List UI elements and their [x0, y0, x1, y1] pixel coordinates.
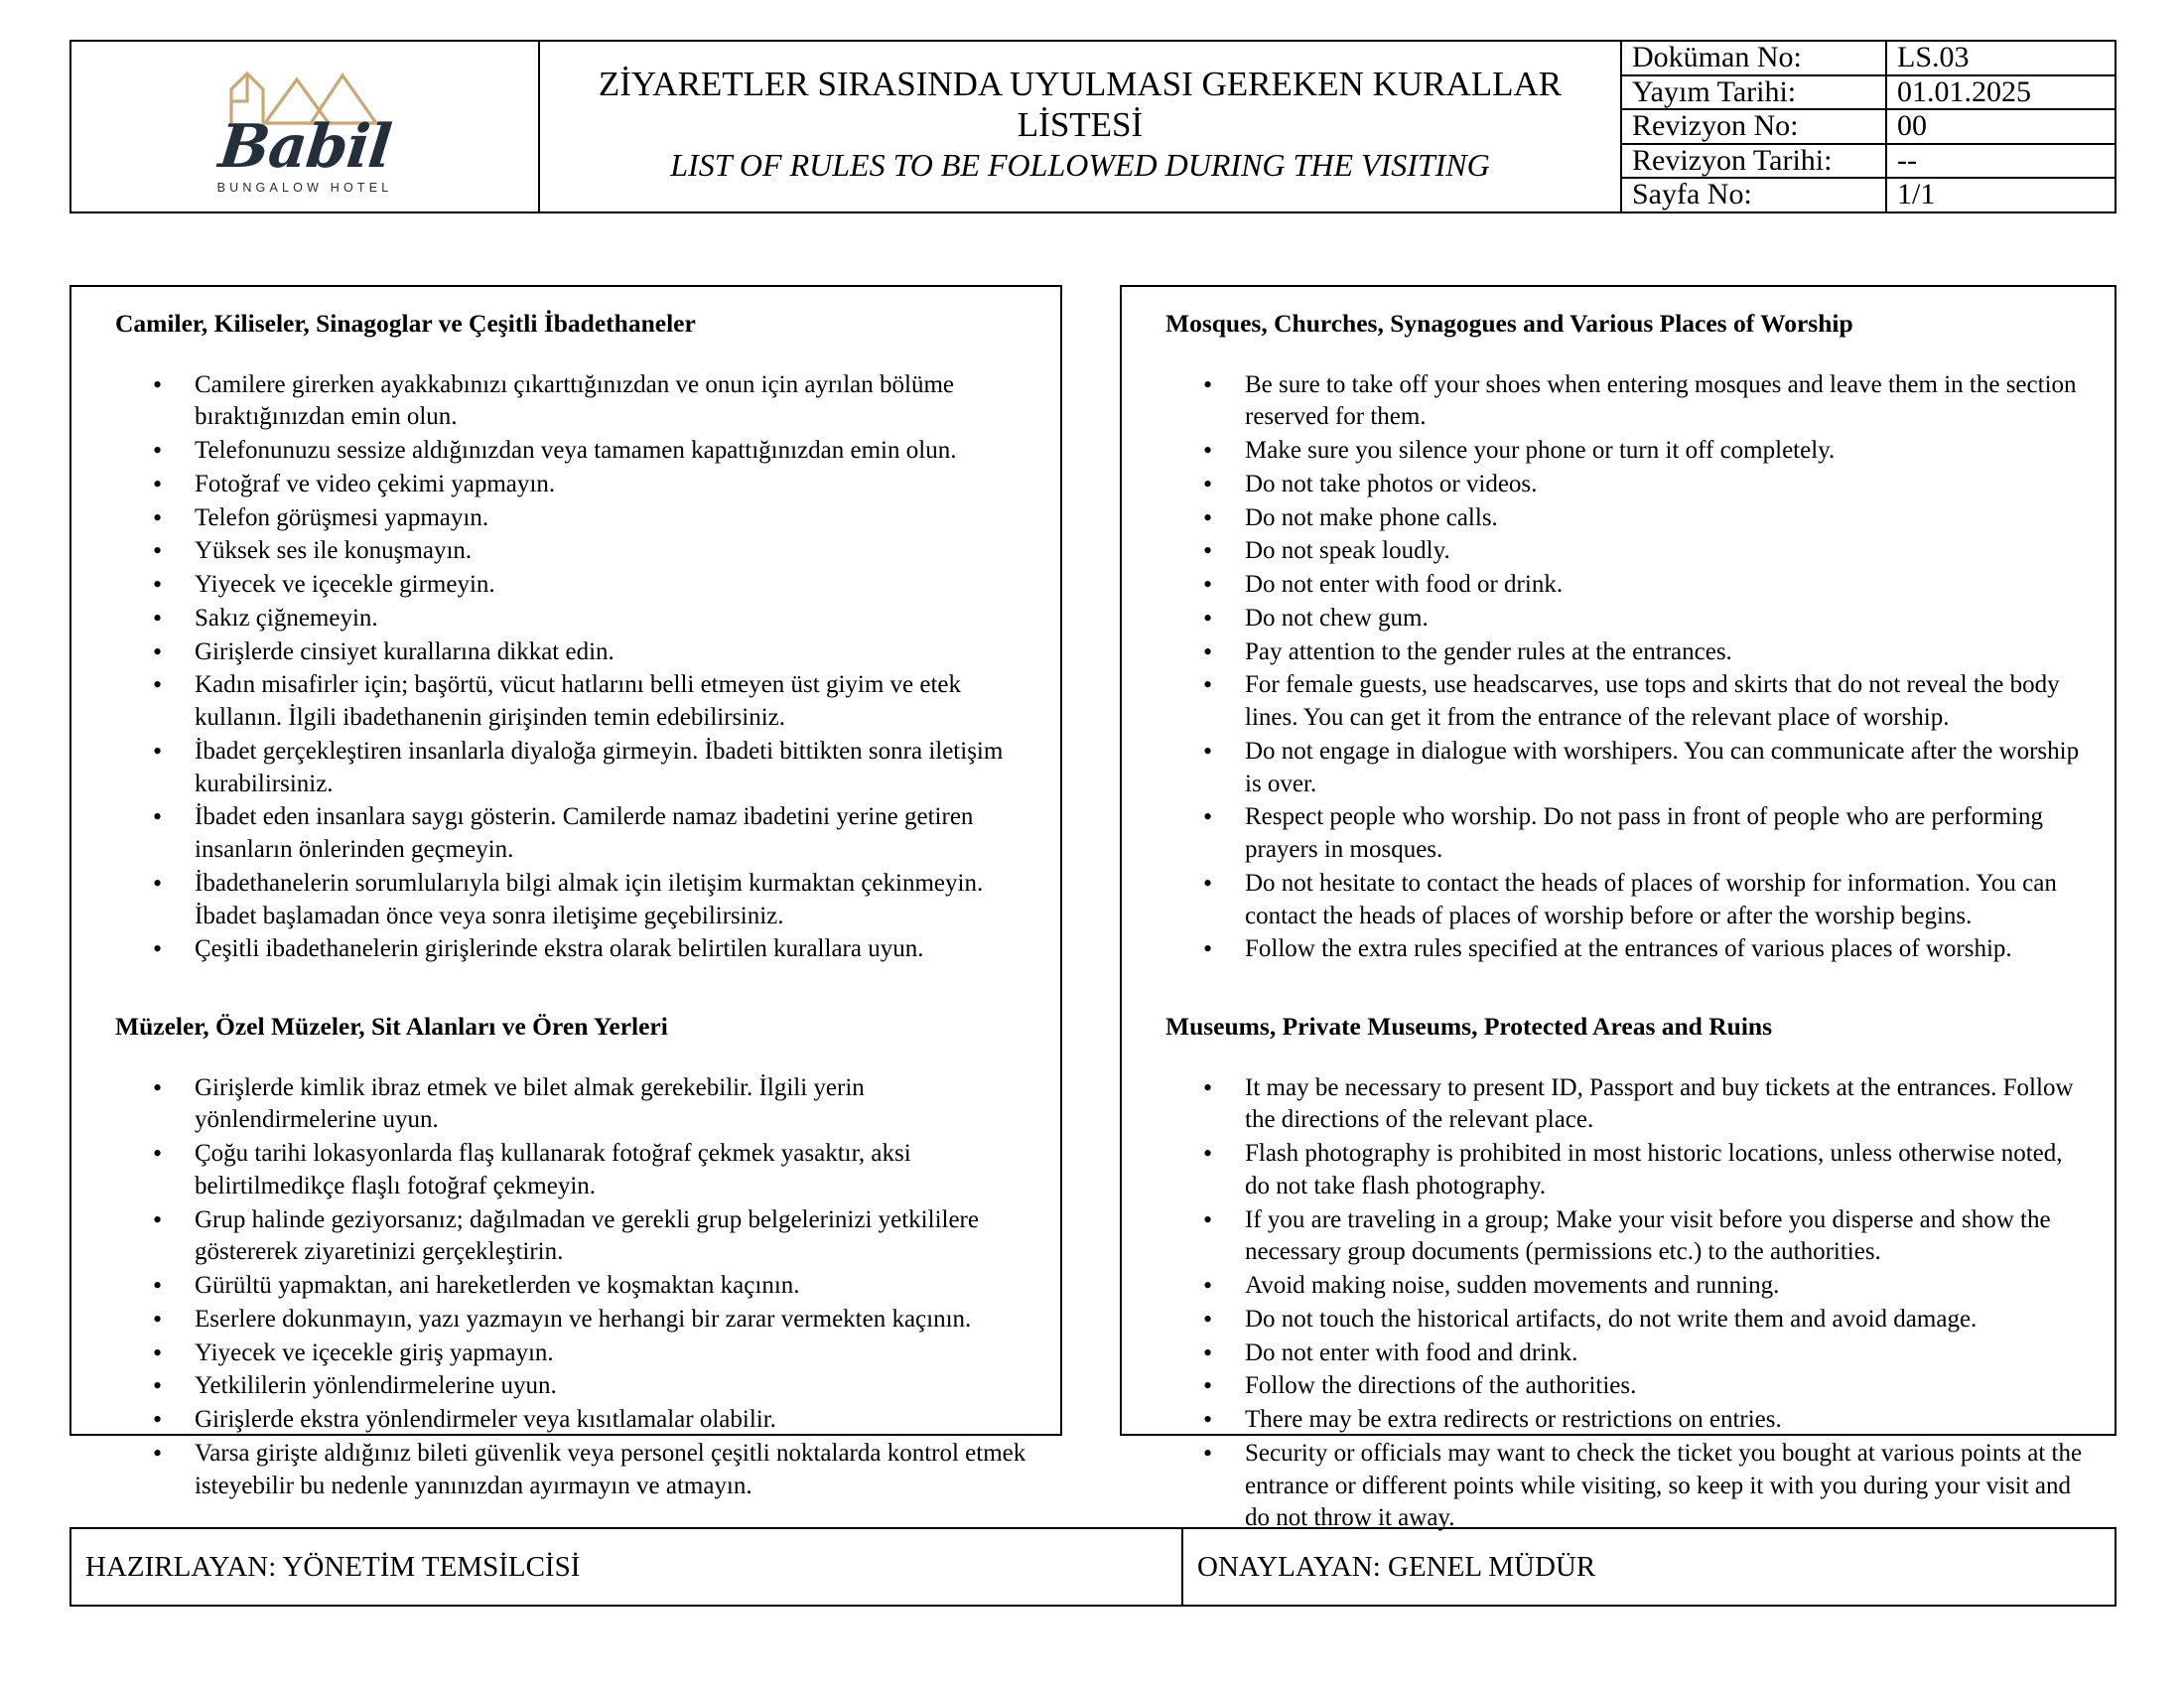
en-section-heading-worship: Mosques, Churches, Synagogues and Various Places of Worship [1165, 309, 1853, 338]
list-item: • Do not enter with food or drink. [1148, 569, 2089, 602]
hotel-logo [71, 60, 538, 195]
list-item: • İbadet gerçekleştiren insanlarla diyaloğa girmeyin. İbadeti bittikten sonra iletişim kurabilirsiniz. [97, 736, 1034, 801]
list-item: • Telefonunuzu sessize aldığınızdan veya tamamen kapattığınızdan emin olun. [97, 435, 1034, 468]
list-item: • Eserlere dokunmayın, yazı yazmayın ve herhangi bir zarar vermekten kaçının. [97, 1304, 1034, 1336]
en-section-heading-museums: Museums, Private Museums, Protected Areas and Ruins [1165, 1012, 1773, 1042]
list-item: • Yiyecek ve içecekle giriş yapmayın. [97, 1337, 1034, 1370]
list-item: • Do not make phone calls. [1148, 502, 2089, 535]
list-item: • Pay attention to the gender rules at the entrances. [1148, 636, 2089, 669]
meta-value-dokuman-no: LS.03 [1886, 41, 2116, 75]
list-item: • Be sure to take off your shoes when entering mosques and leave them in the section reserved for them. [1148, 369, 2089, 435]
list-item: • Camilere girerken ayakkabınızı çıkarttığınızdan ve onun için ayrılan bölüme bıraktığınızdan emin olun. [97, 369, 1034, 435]
document-header-table [69, 40, 2116, 213]
list-item: • Do not touch the historical artifacts, do not write them and avoid damage. [1148, 1304, 2089, 1336]
footer-approved-by: ONAYLAYAN: GENEL MÜDÜR [1182, 1528, 2116, 1606]
meta-value-revizyon-no: 00 [1886, 109, 2116, 144]
tr-section-heading-worship: Camiler, Kiliseler, Sinagoglar ve Çeşitli İbadethaneler [115, 309, 696, 338]
tr-rules-list-museums [97, 1072, 1034, 1503]
document-footer-table [69, 1527, 2116, 1607]
list-item: • Make sure you silence your phone or turn it off completely. [1148, 435, 2089, 468]
meta-value-sayfa-no: 1/1 [1886, 178, 2116, 212]
list-item: • Yetkililerin yönlendirmelerine uyun. [97, 1370, 1034, 1403]
list-item: • Do not chew gum. [1148, 603, 2089, 635]
tr-rules-list-worship [97, 369, 1034, 967]
meta-label-yayim-tarihi: Yayım Tarihi: [1621, 75, 1886, 110]
list-item: • Sakız çiğnemeyin. [97, 603, 1034, 635]
logo-brand-text: Babil [215, 111, 394, 182]
list-item: • Follow the directions of the authorities. [1148, 1370, 2089, 1403]
turkish-rules-panel [69, 285, 1062, 1499]
meta-value-yayim-tarihi: 01.01.2025 [1886, 75, 2116, 110]
footer-prepared-by: HAZIRLAYAN: YÖNETİM TEMSİLCİSİ [70, 1528, 1182, 1606]
list-item: • If you are traveling in a group; Make your visit before you disperse and show the necessary group documents (permissions etc.) to the authorities. [1148, 1204, 2089, 1270]
meta-label-sayfa-no: Sayfa No: [1621, 178, 1886, 212]
english-rules-panel [1120, 285, 2116, 1532]
list-item: • Gürültü yapmaktan, ani hareketlerden ve koşmaktan kaçının. [97, 1270, 1034, 1303]
logo-tagline-text: BUNGALOW HOTEL [216, 180, 393, 195]
list-item: • For female guests, use headscarves, use tops and skirts that do not reveal the body lines. You can get it from the entrance of the relevant place of worship. [1148, 669, 2089, 735]
list-item: • Fotoğraf ve video çekimi yapmayın. [97, 469, 1034, 501]
logo-cell [70, 41, 539, 212]
title-cell [539, 41, 1621, 212]
list-item: • It may be necessary to present ID, Passport and buy tickets at the entrances. Follow the directions of the relevant place. [1148, 1072, 2089, 1138]
list-item: • Grup halinde geziyorsanız; dağılmadan ve gerekli grup belgelerinizi yetkililere göstererek ziyaretinizi gerçekleştirin. [97, 1204, 1034, 1270]
list-item: • Do not speak loudly. [1148, 535, 2089, 568]
list-item: • Çoğu tarihi lokasyonlarda flaş kullanarak fotoğraf çekmek yasaktır, aksi belirtilmedikçe flaşlı fotoğraf çekmeyin. [97, 1138, 1034, 1203]
list-item: • Avoid making noise, sudden movements and running. [1148, 1270, 2089, 1303]
list-item: • Respect people who worship. Do not pass in front of people who are performing prayers in mosques. [1148, 801, 2089, 867]
list-item: • There may be extra redirects or restrictions on entries. [1148, 1404, 2089, 1437]
list-item: • Do not engage in dialogue with worshipers. You can communicate after the worship is over. [1148, 736, 2089, 801]
document-title-english: LIST OF RULES TO BE FOLLOWED DURING THE VISITING [670, 147, 1490, 184]
list-item: • Girişlerde kimlik ibraz etmek ve bilet almak gerekebilir. İlgili yerin yönlendirmelerine uyun. [97, 1072, 1034, 1138]
list-item: • Girişlerde cinsiyet kurallarına dikkat edin. [97, 636, 1034, 669]
list-item: • Girişlerde ekstra yönlendirmeler veya kısıtlamalar olabilir. [97, 1404, 1034, 1437]
meta-label-revizyon-no: Revizyon No: [1621, 109, 1886, 144]
list-item: • Do not enter with food and drink. [1148, 1337, 2089, 1370]
tr-section-heading-museums: Müzeler, Özel Müzeler, Sit Alanları ve Ören Yerleri [115, 1012, 668, 1042]
meta-value-revizyon-tarihi: -- [1886, 144, 2116, 179]
list-item: • İbadet eden insanlara saygı gösterin. Camilerde namaz ibadetini yerine getiren insanların önlerinden geçmeyin. [97, 801, 1034, 867]
list-item: • Yiyecek ve içecekle girmeyin. [97, 569, 1034, 602]
meta-label-dokuman-no: Doküman No: [1621, 41, 1886, 75]
list-item: • Do not hesitate to contact the heads of places of worship for information. You can contact the heads of places of worship before or after the worship begins. [1148, 868, 2089, 933]
en-rules-list-museums [1148, 1072, 2089, 1536]
list-item: • Kadın misafirler için; başörtü, vücut hatlarını belli etmeyen üst giyim ve etek kullanın. İlgili ibadethanenin girişinden temin edebilirsiniz. [97, 669, 1034, 735]
meta-label-revizyon-tarihi: Revizyon Tarihi: [1621, 144, 1886, 179]
list-item: • Çeşitli ibadethanelerin girişlerinde ekstra olarak belirtilen kurallara uyun. [97, 933, 1034, 966]
list-item: • İbadethanelerin sorumlularıyla bilgi almak için iletişim kurmaktan çekinmeyin. İbadet başlamadan önce veya sonra iletişime geçebilirsiniz. [97, 868, 1034, 933]
list-item: • Yüksek ses ile konuşmayın. [97, 535, 1034, 568]
list-item: • Do not take photos or videos. [1148, 469, 2089, 501]
list-item: • Telefon görüşmesi yapmayın. [97, 502, 1034, 535]
list-item: • Follow the extra rules specified at the entrances of various places of worship. [1148, 933, 2089, 966]
en-rules-list-worship [1148, 369, 2089, 967]
document-title-turkish: ZİYARETLER SIRASINDA UYULMASI GEREKEN KURALLAR LİSTESİ [598, 65, 1563, 144]
list-item: • Varsa girişte aldığınız bileti güvenlik veya personel çeşitli noktalarda kontrol etmek isteyebilir bu nedenle yanınızdan ayırmayın ve atmayın. [97, 1438, 1034, 1503]
list-item: • Security or officials may want to check the ticket you bought at various points at the entrance or different points while visiting, so keep it with you during your visit and do not throw it away. [1148, 1438, 2089, 1535]
list-item: • Flash photography is prohibited in most historic locations, unless otherwise noted, do not take flash photography. [1148, 1138, 2089, 1203]
